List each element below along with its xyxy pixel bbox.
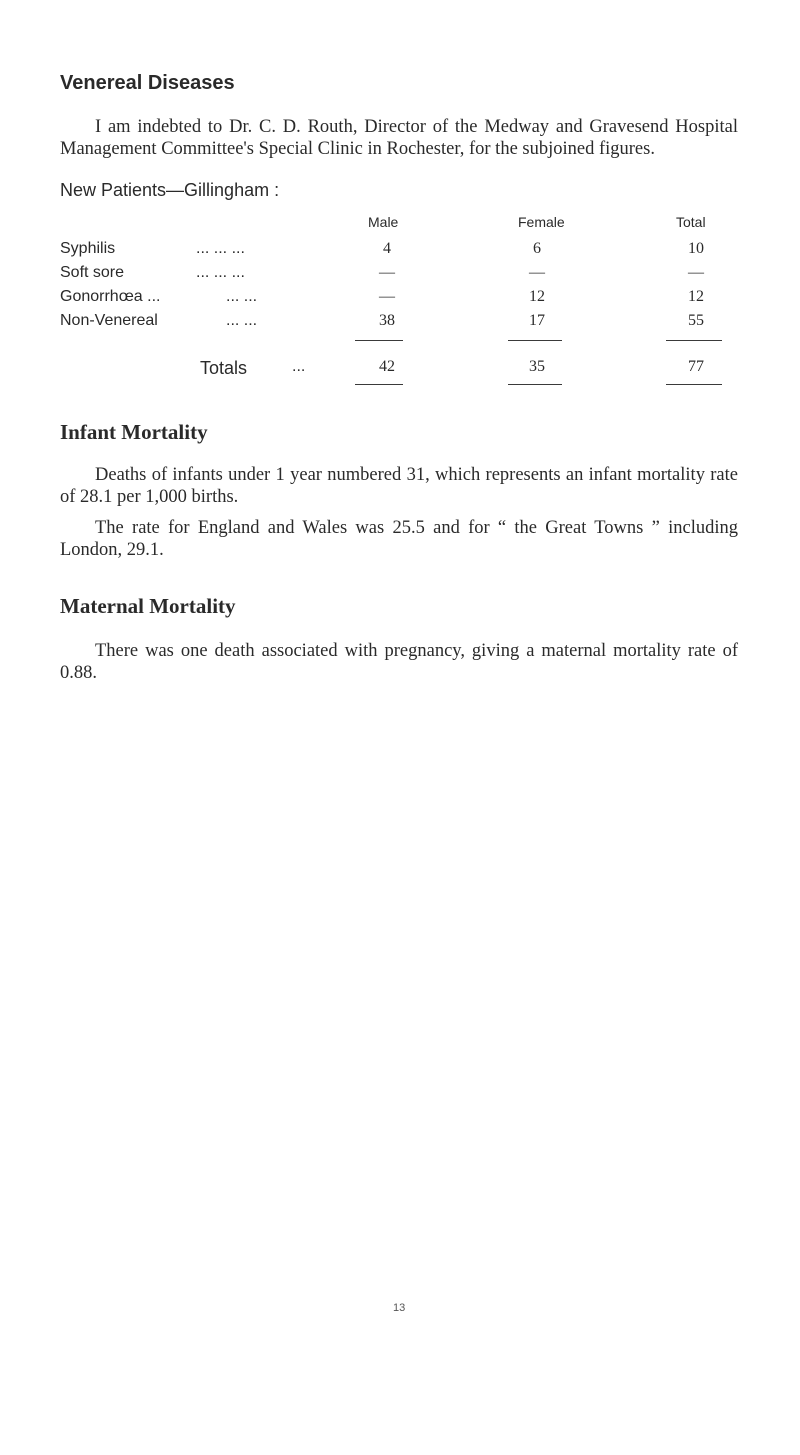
infant-mortality-paragraph-1: Deaths of infants under 1 year numbered 31, which represents an infant mortality rate of 28.1 per 1,000 births.	[60, 465, 738, 507]
cell-total: 55	[688, 312, 704, 329]
subtotal-rule-total	[666, 340, 722, 341]
cell-female: 6	[533, 240, 541, 257]
new-patients-subheading: New Patients—Gillingham :	[60, 180, 280, 200]
total-rule-total	[666, 384, 722, 385]
cell-total: —	[688, 264, 704, 281]
maternal-mortality-heading: Maternal Mortality	[60, 594, 236, 618]
cell-male: —	[379, 288, 395, 305]
venereal-intro-paragraph: I am indebted to Dr. C. D. Routh, Director of the Medway and Gravesend Hospital Management Committee's Special Clinic in Rochester, for the subjoined figures.	[60, 117, 738, 159]
subtotal-rule-male	[355, 340, 403, 341]
row-label: Non-Venereal	[60, 312, 158, 329]
row-label: Gonorrhœa ...	[60, 288, 161, 305]
leader-dots: ... ... ...	[196, 240, 245, 257]
cell-female-total: 35	[529, 358, 545, 375]
cell-female: 17	[529, 312, 545, 329]
column-header-female: Female	[518, 214, 565, 230]
infant-mortality-heading: Infant Mortality	[60, 420, 208, 444]
row-label: Soft sore	[60, 264, 125, 281]
column-header-male: Male	[368, 214, 399, 230]
cell-total: 10	[688, 240, 704, 257]
leader-dots: ...	[292, 358, 306, 375]
page-number: 13	[393, 1302, 406, 1314]
infant-mortality-paragraph-2: The rate for England and Wales was 25.5 and for “ the Great Towns ” including London, 29.1.	[60, 518, 738, 560]
leader-dots: ... ...	[226, 288, 258, 305]
cell-total: 12	[688, 288, 704, 305]
cell-male: 38	[379, 312, 395, 329]
column-header-total: Total	[676, 214, 706, 230]
cell-male: 4	[383, 240, 391, 257]
row-label: Syphilis	[60, 240, 116, 257]
cell-female: —	[529, 264, 545, 281]
total-rule-female	[508, 384, 562, 385]
leader-dots: ... ... ...	[196, 264, 245, 281]
leader-dots: ... ...	[226, 312, 258, 329]
total-rule-male	[355, 384, 403, 385]
cell-grand-total: 77	[688, 358, 704, 375]
cell-male: —	[379, 264, 395, 281]
subtotal-rule-female	[508, 340, 562, 341]
cell-male-total: 42	[379, 358, 395, 375]
maternal-mortality-paragraph: There was one death associated with pregnancy, giving a maternal mortality rate of 0.88.	[60, 641, 738, 683]
venereal-diseases-heading: Venereal Diseases	[60, 72, 235, 94]
cell-female: 12	[529, 288, 545, 305]
totals-label: Totals	[200, 358, 248, 378]
